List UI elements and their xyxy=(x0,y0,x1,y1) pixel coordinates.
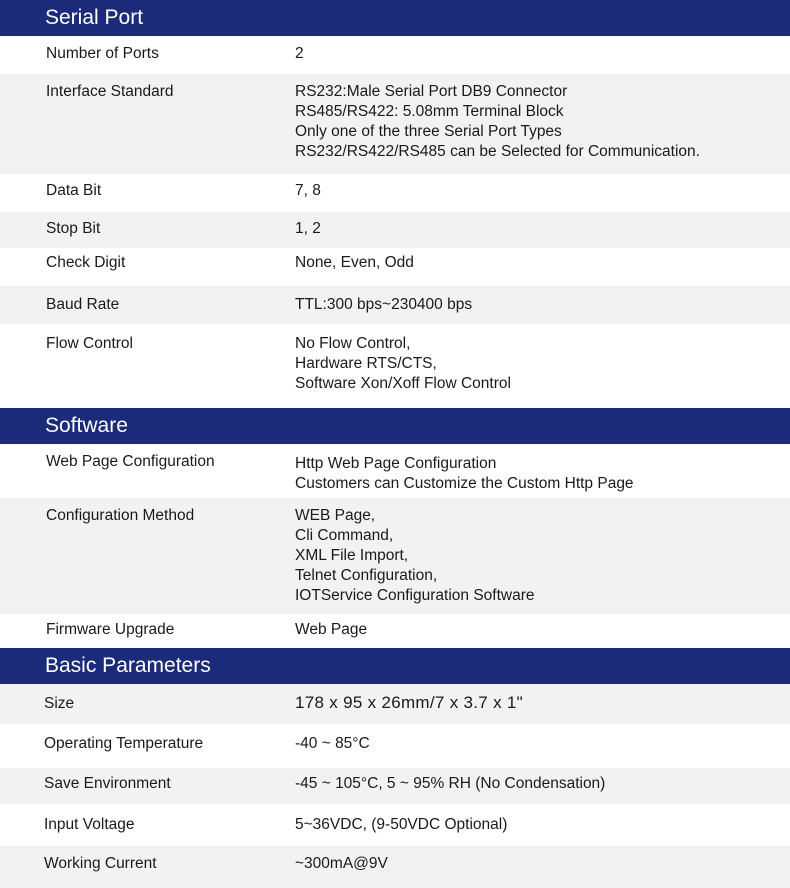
spec-row-baud-rate xyxy=(0,286,790,324)
spec-value: TTL:300 bps~230400 bps xyxy=(295,296,473,313)
spec-label: Operating Temperature xyxy=(44,735,204,752)
spec-value: No Flow Control, Hardware RTS/CTS, Software Xon/Xoff Flow Control xyxy=(295,335,511,392)
spec-value: 7, 8 xyxy=(295,182,321,199)
spec-label: Interface Standard xyxy=(46,83,174,100)
spec-value: None, Even, Odd xyxy=(295,254,414,271)
spec-row-input-voltage xyxy=(0,804,790,846)
spec-row-data-bit xyxy=(0,174,790,212)
spec-value: Web Page xyxy=(295,621,368,638)
spec-value: -40 ~ 85°C xyxy=(295,735,370,752)
spec-label: Number of Ports xyxy=(46,45,159,62)
spec-label: Web Page Configuration xyxy=(46,453,215,470)
spec-row-configuration-method xyxy=(0,498,790,614)
spec-label: Check Digit xyxy=(46,254,126,271)
spec-label: Size xyxy=(44,695,75,712)
spec-row-operating-temperature xyxy=(0,724,790,768)
spec-row-check-digit xyxy=(0,248,790,286)
spec-row-flow-control xyxy=(0,324,790,408)
spec-value: Http Web Page Configuration Customers can Customize the Custom Http Page xyxy=(295,455,634,492)
spec-value: 5~36VDC, (9-50VDC Optional) xyxy=(295,816,508,833)
spec-value: 1, 2 xyxy=(295,220,321,237)
spec-label: Flow Control xyxy=(46,335,133,352)
spec-label: Input Voltage xyxy=(44,816,135,833)
section-title: Serial Port xyxy=(45,6,144,29)
spec-value: ~300mA@9V xyxy=(295,855,388,872)
spec-label: Data Bit xyxy=(46,182,102,199)
section-header-basic-parameters xyxy=(0,648,790,684)
spec-label: Stop Bit xyxy=(46,220,101,237)
section-header-serial-port xyxy=(0,0,790,36)
spec-row-web-page-configuration xyxy=(0,444,790,498)
spec-row-stop-bit xyxy=(0,212,790,248)
section-title: Software xyxy=(45,414,128,437)
section-header-software xyxy=(0,408,790,444)
spec-label: Firmware Upgrade xyxy=(46,621,175,638)
spec-row-number-of-ports xyxy=(0,36,790,74)
spec-row-save-environment xyxy=(0,768,790,804)
spec-label: Baud Rate xyxy=(46,296,120,313)
spec-label: Configuration Method xyxy=(46,507,195,524)
spec-row-size xyxy=(0,684,790,724)
spec-value: -45 ~ 105°C, 5 ~ 95% RH (No Condensation) xyxy=(295,775,606,792)
spec-value: WEB Page, Cli Command, XML File Import, Telnet Configuration, IOTService Configuration Software xyxy=(295,507,535,604)
spec-label: Save Environment xyxy=(44,775,171,792)
spec-value: RS232:Male Serial Port DB9 Connector RS485/RS422: 5.08mm Terminal Block Only one of the three Serial Port Types RS232/RS422/RS485 can be Selected for Communication. xyxy=(295,83,700,160)
spec-label: Working Current xyxy=(44,855,157,872)
spec-value: 178 x 95 x 26mm/7 x 3.7 x 1" xyxy=(295,693,523,712)
section-title: Basic Parameters xyxy=(45,654,211,677)
spec-row-firmware-upgrade xyxy=(0,614,790,648)
spec-row-interface-standard xyxy=(0,74,790,174)
spec-value: 2 xyxy=(295,45,304,62)
spec-row-working-current xyxy=(0,846,790,888)
